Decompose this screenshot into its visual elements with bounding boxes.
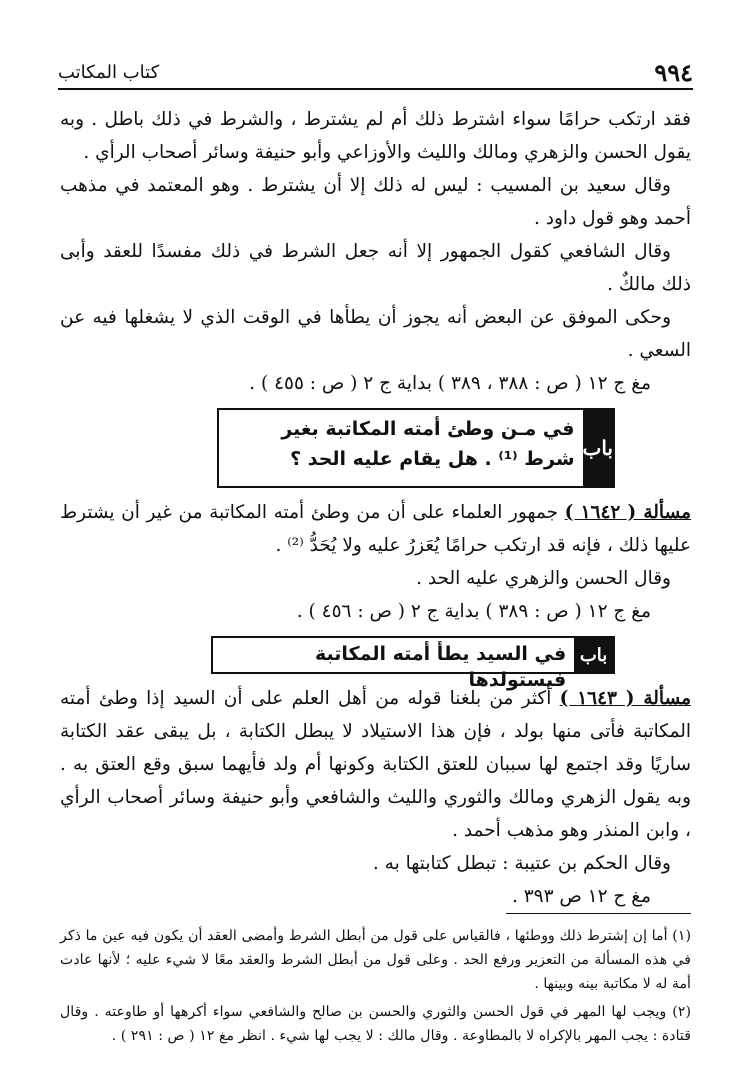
footnote: (٢) ويجب لها المهر في قول الحسن والثوري والحسن بن صالح والشافعي سواء أكرهها أو طاوعته . وقال قتادة : يجب المهر بالإكراه لا بالمطاوعة . وقال مالك : لا يجب لها شيء . انظر مغ ١٢ ( ص : ٢٩١ ) . [60, 1004, 691, 1044]
paragraph: وقال الحكم بن عتيبة : تبطل كتابتها به . [372, 853, 671, 874]
footnote: (١) أما إن إشترط ذلك ووطئها ، فالقياس على قول من أبطل الشرط وأمضى العقد أن يكون فيه عين ما ذكر في هذه المسألة من التعزير ورفع الحد . وعلى قول من أبطل الشرط والعقد معًا لا شيء عليه ؛ لأنها عادت أمة له لا مكاتبة بينه وبينها . [60, 928, 691, 992]
paragraph: وقال سعيد بن المسيب : ليس له ذلك إلا أن يشترط . وهو المعتمد في مذهب أحمد وهو قول داود . [60, 175, 691, 229]
reference-line: مغ ج ١٢ ( ص : ٣٨٩ ) بداية ج ٢ ( ص : ٤٥٦ ) . [296, 601, 651, 622]
chapter-title: في السيد يطأ أمته المكاتبة فيستولدها [315, 643, 567, 691]
bab-label: باب [574, 638, 613, 672]
chapter-heading-box [217, 408, 615, 488]
paragraph: وقال الشافعي كقول الجمهور إلا أنه جعل الشرط في ذلك مفسدًا للعقد وأبى ذلك مالكٌ . [60, 241, 691, 295]
reference-line: مغ ح ١٢ ص ٣٩٣ . [506, 880, 691, 914]
paragraph: فقد ارتكب حرامًا سواء اشترط ذلك أم لم يشترط ، والشرط في ذلك باطل . وبه يقول الحسن والزهري ومالك والليث والأوزاعي وأبو حنيفة وسائر أصحاب الرأي . [60, 109, 691, 163]
masala-paragraph [60, 682, 691, 847]
bab-label: باب [583, 410, 614, 486]
masala-text: أكثر من بلغنا قوله من أهل العلم على أن السيد إذا وطئ أمته المكاتبة فأتى منها بولد ، فإن هذا الاستيلاد لا يبطل الكتابة ، بل يبقى عقد الكتابة ساريًا وقد اجتمع لها سببان للعتق الكتابة وكونها أم ولد فأيهما سبق وقع العتق به . وبه يقول الزهري ومالك والثوري والليث والشافعي وأبو حنيفة وسائر أصحاب الرأي ، وابن المنذر وهو مذهب أحمد . [60, 688, 691, 841]
reference-line: مغ ج ١٢ ( ص : ٣٨٨ ، ٣٨٩ ) بداية ج ٢ ( ص : ٤٥٥ ) . [249, 373, 651, 394]
page-body [60, 103, 691, 1048]
page-header [58, 58, 693, 90]
masala-paragraph [60, 496, 691, 562]
masala-number: مسألة ( ١٦٤٣ ) [559, 688, 691, 709]
chapter-title: في مـن وطئ أمته المكاتبة بغير شرط ⁽¹⁾ . هل يقام عليه الحد ؟ [281, 418, 575, 470]
running-title: كتاب المكاتب [58, 62, 160, 83]
paragraph: وحكى الموفق عن البعض أنه يجوز أن يطأها في الوقت الذي لا يشغلها فيه عن السعي . [60, 307, 691, 361]
paragraph: وقال الحسن والزهري عليه الحد . [416, 568, 671, 589]
masala-text: جمهور العلماء على أن من وطئ أمته المكاتبة من غير أن يشترط عليها ذلك ، فإنه قد ارتكب حرامًا يُعَزرُ عليه ولا يُحَدُّ ⁽²⁾ . [60, 502, 691, 556]
footnotes [60, 924, 691, 1048]
chapter-heading-box [211, 636, 615, 691]
masala-number: مسألة ( ١٦٤٢ ) [564, 502, 691, 523]
page-number: ٩٩٤ [654, 58, 693, 87]
